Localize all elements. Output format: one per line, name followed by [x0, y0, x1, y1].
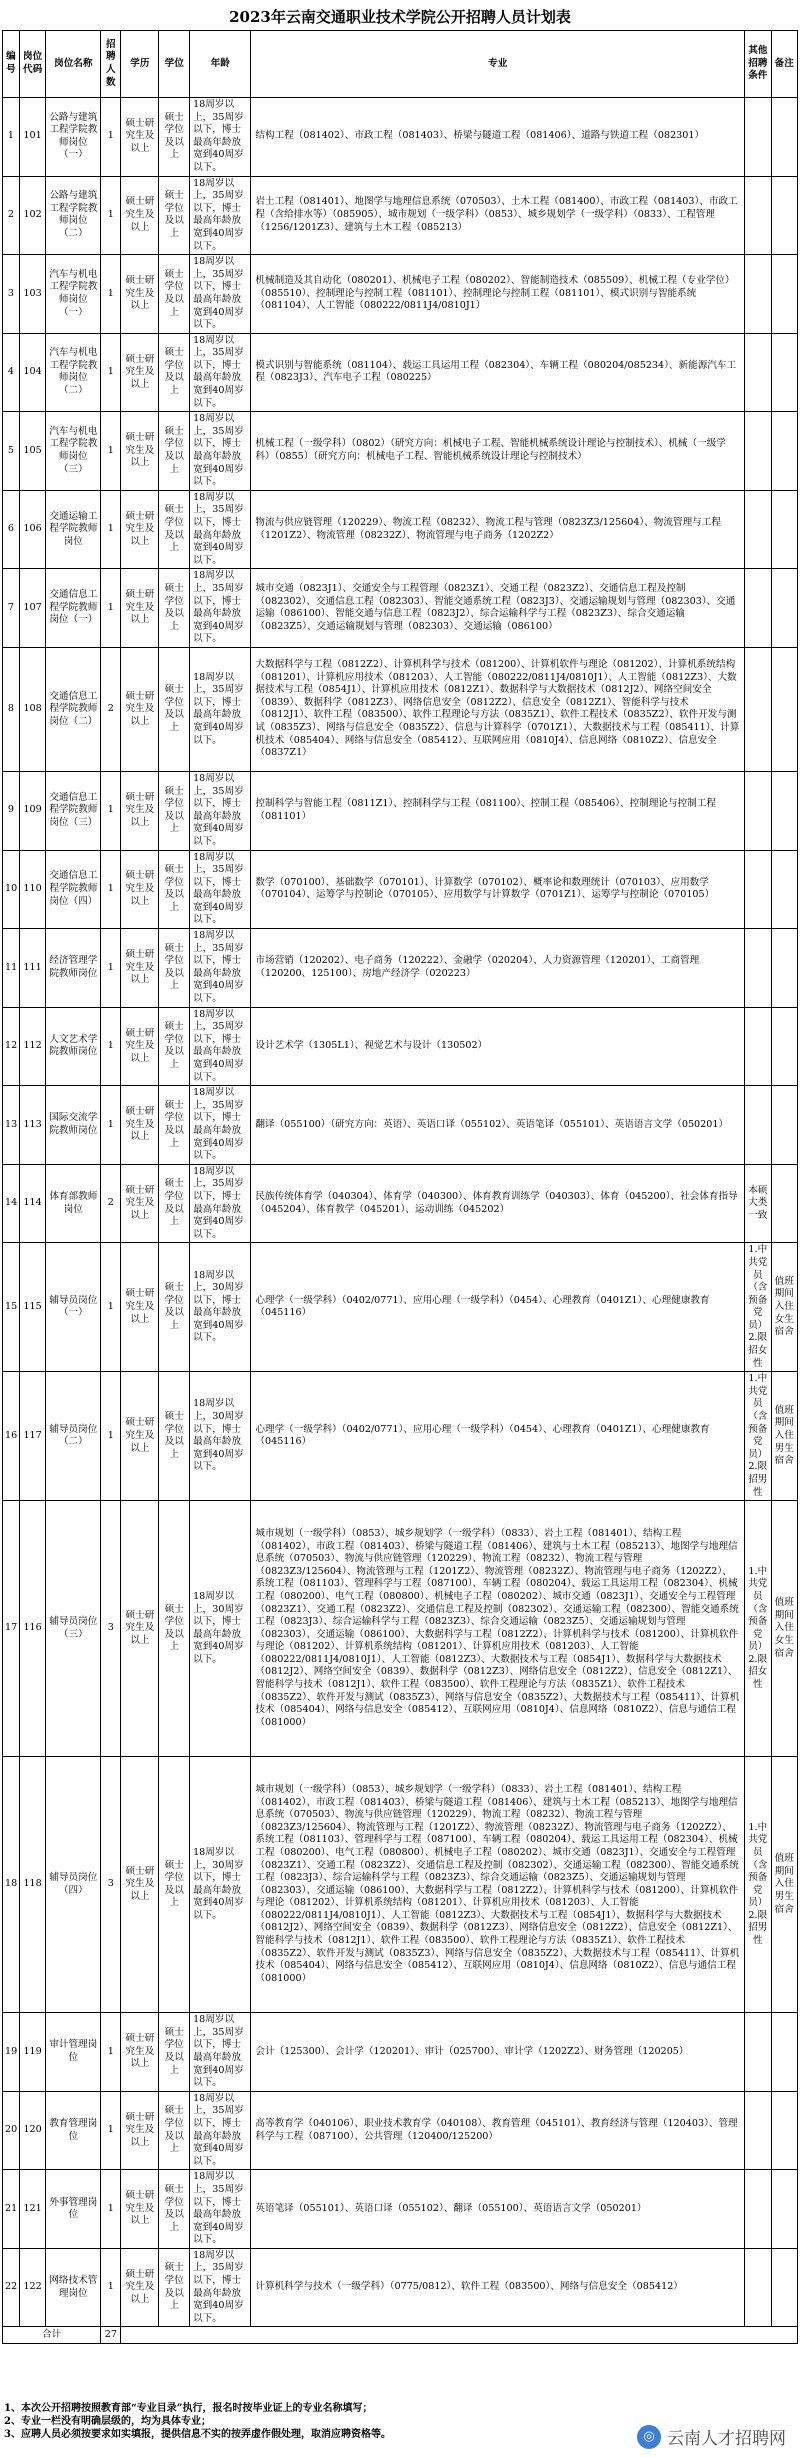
row-other — [745, 412, 771, 491]
row-spec: 机械制造及其自动化（080201）、机械电子工程（080202）、智能制造技术（085509）、机械工程（专业学位）（085510）、控制理论与控制工程（081101）、控制理论与控制工程（081101）、模式识别与智能系统（081104）、人工智能（080222/0811J4/0810J1） — [251, 255, 745, 334]
row-name: 交通信息工程学院教师岗位（四） — [46, 850, 101, 929]
row-num: 11 — [3, 929, 20, 1008]
row-note — [771, 412, 797, 491]
header-degree: 学位 — [159, 31, 190, 98]
row-spec: 高等教育学（040106）、职业技术教育学（040108）、教育管理（045101）、教育经济与管理（120403）、管理科学与工程（087100）、公共管理（120400/125200） — [251, 2091, 745, 2170]
row-degree: 硕士学位及以上 — [159, 771, 190, 850]
row-count: 3 — [101, 1757, 121, 2013]
page-title: 2023年云南交通职业技术学院公开招聘人员计划表 — [229, 8, 571, 26]
row-age: 18周岁以上，35周岁以下，博士最高年龄放宽到40周岁以下。 — [190, 929, 251, 1008]
row-count: 1 — [101, 333, 121, 412]
row-edu: 硕士研究生及以上 — [121, 1372, 159, 1501]
row-age: 18周岁以上，30周岁以下，博士最高年龄放宽到40周岁以下。 — [190, 1372, 251, 1501]
table-row — [3, 1243, 798, 1372]
row-note: 值班期间入住女生宿舍 — [771, 1243, 797, 1372]
row-degree: 硕士学位及以上 — [159, 1007, 190, 1086]
row-count: 2 — [101, 647, 121, 771]
table-row — [3, 1372, 798, 1501]
row-edu: 硕士研究生及以上 — [121, 1243, 159, 1372]
row-age: 18周岁以上，35周岁以下，博士最高年龄放宽到40周岁以下。 — [190, 569, 251, 648]
row-num: 1 — [3, 98, 20, 177]
row-other: 1.中共党员（含预备党员）2.限招男性 — [745, 1757, 771, 2013]
header-count: 招聘人数 — [101, 31, 121, 98]
row-age: 18周岁以上，35周岁以下，博士最高年龄放宽到40周岁以下。 — [190, 2248, 251, 2327]
row-note — [771, 176, 797, 255]
row-num: 12 — [3, 1007, 20, 1086]
row-name: 汽车与机电工程学院教师岗位（二） — [46, 333, 101, 412]
row-count: 1 — [101, 929, 121, 1008]
row-spec: 会计（125300）、会计学（120201）、审计（025700）、审计学（1202Z2）、财务管理（120205） — [251, 2013, 745, 2092]
row-note — [771, 490, 797, 569]
row-degree: 硕士学位及以上 — [159, 412, 190, 491]
table-row — [3, 490, 798, 569]
total-empty — [121, 2327, 798, 2344]
row-note: 值班期间入住女生宿舍 — [771, 1501, 797, 1757]
row-name: 汽车与机电工程学院教师岗位（一） — [46, 255, 101, 334]
row-edu: 硕士研究生及以上 — [121, 255, 159, 334]
row-spec: 计算机科学与技术（一级学科）（0775/0812）、软件工程（083500）、网络与信息安全（085412） — [251, 2248, 745, 2327]
table-row — [3, 647, 798, 771]
row-edu: 硕士研究生及以上 — [121, 569, 159, 648]
row-name: 国际交流学院教师岗位 — [46, 1086, 101, 1165]
row-other — [745, 1007, 771, 1086]
row-age: 18周岁以上，35周岁以下，博士最高年龄放宽到40周岁以下。 — [190, 412, 251, 491]
row-note — [771, 1164, 797, 1243]
row-degree: 硕士学位及以上 — [159, 255, 190, 334]
row-spec: 机械工程（一级学科）（0802）（研究方向：机械电子工程、智能机械系统设计理论与控制技术）、机械（一级学科）（0855）（研究方向：机械电子工程、智能机械系统设计理论与控制技术） — [251, 412, 745, 491]
row-count: 1 — [101, 569, 121, 648]
row-num: 5 — [3, 412, 20, 491]
row-edu: 硕士研究生及以上 — [121, 1007, 159, 1086]
total-label: 合计 — [3, 2327, 101, 2344]
table-row — [3, 2013, 798, 2092]
table-row — [3, 1501, 798, 1757]
row-note: 值班期间入住男生宿舍 — [771, 1372, 797, 1501]
row-code: 114 — [19, 1164, 45, 1243]
row-name: 体育部教师岗位 — [46, 1164, 101, 1243]
row-age: 18周岁以上，35周岁以下，博士最高年龄放宽到40周岁以下。 — [190, 1007, 251, 1086]
row-code: 113 — [19, 1086, 45, 1165]
row-age: 18周岁以上，30周岁以下，博士最高年龄放宽到40周岁以下。 — [190, 1243, 251, 1372]
row-name: 辅导员岗位（一） — [46, 1243, 101, 1372]
row-count: 1 — [101, 176, 121, 255]
row-note — [771, 771, 797, 850]
row-num: 4 — [3, 333, 20, 412]
row-edu: 硕士研究生及以上 — [121, 2091, 159, 2170]
row-code: 109 — [19, 771, 45, 850]
header-name: 岗位名称 — [46, 31, 101, 98]
row-count: 1 — [101, 771, 121, 850]
row-degree: 硕士学位及以上 — [159, 490, 190, 569]
row-name: 交通信息工程学院教师岗位（一） — [46, 569, 101, 648]
row-spec: 模式识别与智能系统（081104）、载运工具运用工程（082304）、车辆工程（080204/085234）、新能源汽车工程（0823J3）、汽车电子工程（080225） — [251, 333, 745, 412]
row-edu: 硕士研究生及以上 — [121, 771, 159, 850]
row-spec: 心理学（一级学科）（0402/0771）、应用心理（一级学科）（0454）、心理教育（0401Z1）、心理健康教育（045116） — [251, 1243, 745, 1372]
row-edu: 硕士研究生及以上 — [121, 1501, 159, 1757]
table-header-row — [3, 31, 798, 98]
row-spec: 岩土工程（081401）、地图学与地理信息系统（070503）、土木工程（081400）、市政工程（081403）、市政工程（含给排水等）（085905）、城市规划（一级学科）（0853）、城乡规划学（一级学科）（0833）、工程管理（1256/1201Z3）、建筑与土木工程（085213） — [251, 176, 745, 255]
row-num: 6 — [3, 490, 20, 569]
row-num: 15 — [3, 1243, 20, 1372]
row-other — [745, 490, 771, 569]
table-row — [3, 255, 798, 334]
table-row — [3, 333, 798, 412]
row-other — [745, 333, 771, 412]
row-count: 1 — [101, 2091, 121, 2170]
note-line: 1、本次公开招聘按照教育部“专业目录”执行，报名时按毕业证上的专业名称填写； — [4, 2403, 373, 2414]
table-row — [3, 771, 798, 850]
row-count: 1 — [101, 1372, 121, 1501]
row-name: 教育管理岗位 — [46, 2091, 101, 2170]
row-age: 18周岁以上，35周岁以下，博士最高年龄放宽到40周岁以下。 — [190, 850, 251, 929]
row-name: 人文艺术学院教师岗位 — [46, 1007, 101, 1086]
row-num: 10 — [3, 850, 20, 929]
row-note — [771, 569, 797, 648]
row-code: 121 — [19, 2170, 45, 2249]
row-age: 18周岁以上，35周岁以下，博士最高年龄放宽到40周岁以下。 — [190, 490, 251, 569]
row-spec: 英语笔译（055101）、英语口译（055102）、翻译（055100）、英语语言文学（050201） — [251, 2170, 745, 2249]
row-edu: 硕士研究生及以上 — [121, 2170, 159, 2249]
note-line: 2、专业一栏没有明确层级的，均为具体专业； — [4, 2416, 211, 2427]
row-count: 1 — [101, 98, 121, 177]
row-age: 18周岁以上，35周岁以下，博士最高年龄放宽到40周岁以下。 — [190, 2170, 251, 2249]
row-num: 16 — [3, 1372, 20, 1501]
table-row — [3, 2170, 798, 2249]
row-count: 1 — [101, 490, 121, 569]
row-spec: 城市规划（一级学科）（0853）、城乡规划学（一级学科）（0833）、岩土工程（081401）、结构工程（081402）、市政工程（081403）、桥梁与隧道工程（081406）、建筑与土木工程（085213）、地图学与地理信息系统（070503）、物流与供应链管理（120229）、物流工程（08232）、物流工程与管理（0823Z3/125604）、物流管理与工程（1201Z2）、物流管理（08232Z）、物流管理与电子商务（1202Z2）、系统工程（081103）、管理科学与工程（087100）、车辆工程（080204）、载运工具运用工程（082304）、机械工程（080200）、电气工程（080800）、机械电子工程（080202）、城市交通（0823J1）、交通安全与工程管理（0823Z1）、交通工程（0823Z2）、交通信息工程及控制（082302）、交通运输工程（082300）、智能交通系统工程（0823J3）、综合运输科学与工程（0823Z3）、综合交通运输（0823Z5）、交通运输规划与管理（082303）、交通运输（086100）、大数据科学与工程（0812Z2）、计算机科学与技术（081200）、计算机软件与理论（081202）、计算机系统结构（081201）、计算机应用技术（081203）、人工智能（080222/0811J4/0810J1）、人工智能（0812Z3）、大数据技术与工程（0854J1）、数据科学与大数据技术（0812J2）、网络空间安全（0839）、数据科学（0812Z3）、网络信息安全（0812Z2）、信息安全（0812Z1）、智能科学与技术（0812J1）、软件工程（083500）、软件工程理论与方法（0835Z1）、软件工程技术（0835Z2）、软件开发与测试（0835Z3）、网络与信息安全（0835Z2）、大数据技术与工程（085411）、计算机技术（085404）、网络与信息安全（085412）、互联网应用（0810J4）、信息网络（0810Z2）、信息与通信工程（081000） — [251, 1757, 745, 2013]
row-degree: 硕士学位及以上 — [159, 850, 190, 929]
table-row — [3, 1007, 798, 1086]
row-num: 7 — [3, 569, 20, 648]
row-name: 公路与建筑工程学院教师岗位（二） — [46, 176, 101, 255]
row-other — [745, 255, 771, 334]
row-code: 107 — [19, 569, 45, 648]
row-name: 经济管理学院教师岗位 — [46, 929, 101, 1008]
row-other — [745, 2248, 771, 2327]
row-note — [771, 2091, 797, 2170]
total-count: 27 — [101, 2327, 121, 2344]
row-name: 外事管理岗位 — [46, 2170, 101, 2249]
table-row — [3, 850, 798, 929]
row-code: 118 — [19, 1757, 45, 2013]
table-row — [3, 929, 798, 1008]
row-code: 112 — [19, 1007, 45, 1086]
row-spec: 市场营销（120202）、电子商务（120222）、金融学（020204）、人力资源管理（120201）、工商管理（120200、125100）、房地产经济学（020223） — [251, 929, 745, 1008]
row-degree: 硕士学位及以上 — [159, 929, 190, 1008]
row-code: 103 — [19, 255, 45, 334]
row-count: 1 — [101, 255, 121, 334]
row-degree: 硕士学位及以上 — [159, 176, 190, 255]
row-name: 汽车与机电工程学院教师岗位（三） — [46, 412, 101, 491]
row-num: 3 — [3, 255, 20, 334]
row-num: 14 — [3, 1164, 20, 1243]
row-num: 17 — [3, 1501, 20, 1757]
row-spec: 设计艺术学（1305L1）、视觉艺术与设计（130502） — [251, 1007, 745, 1086]
row-spec: 控制科学与智能工程（0811Z1）、控制科学与工程（081100）、控制工程（085406）、控制理论与控制工程（081101） — [251, 771, 745, 850]
row-age: 18周岁以上，35周岁以下，博士最高年龄放宽到40周岁以下。 — [190, 1086, 251, 1165]
row-name: 交通信息工程学院教师岗位（二） — [46, 647, 101, 771]
row-spec: 心理学（一级学科）（0402/0771）、应用心理（一级学科）（0454）、心理教育（0401Z1）、心理健康教育（045116） — [251, 1372, 745, 1501]
header-age: 年龄 — [190, 31, 251, 98]
recruitment-table — [2, 30, 798, 2344]
row-degree: 硕士学位及以上 — [159, 1243, 190, 1372]
row-degree: 硕士学位及以上 — [159, 98, 190, 177]
row-other — [745, 2091, 771, 2170]
row-num: 19 — [3, 2013, 20, 2092]
row-degree: 硕士学位及以上 — [159, 2170, 190, 2249]
row-num: 21 — [3, 2170, 20, 2249]
row-edu: 硕士研究生及以上 — [121, 929, 159, 1008]
row-name: 审计管理岗位 — [46, 2013, 101, 2092]
row-num: 8 — [3, 647, 20, 771]
row-code: 119 — [19, 2013, 45, 2092]
row-name: 交通信息工程学院教师岗位（三） — [46, 771, 101, 850]
row-spec: 翻译（055100）（研究方向：英语）、英语口译（055102）、英语笔译（055101）、英语语言文学（050201） — [251, 1086, 745, 1165]
row-other: 本硕大类一致 — [745, 1164, 771, 1243]
row-code: 115 — [19, 1243, 45, 1372]
row-count: 3 — [101, 1501, 121, 1757]
row-age: 18周岁以上，35周岁以下，博士最高年龄放宽到40周岁以下。 — [190, 2091, 251, 2170]
row-code: 104 — [19, 333, 45, 412]
row-age: 18周岁以上，30周岁以下，博士最高年龄放宽到40周岁以下。 — [190, 1757, 251, 2013]
row-other — [745, 647, 771, 771]
row-spec: 城市规划（一级学科）（0853）、城乡规划学（一级学科）（0833）、岩土工程（081401）、结构工程（081402）、市政工程（081403）、桥梁与隧道工程（081406）、建筑与土木工程（085213）、地图学与地理信息系统（070503）、物流与供应链管理（120229）、物流工程（08232）、物流工程与管理（0823Z3/125604）、物流管理与工程（1201Z2）、物流管理（08232Z）、物流管理与电子商务（1202Z2）、系统工程（081103）、管理科学与工程（087100）、车辆工程（080204）、载运工具运用工程（082304）、机械工程（080200）、电气工程（080800）、机械电子工程（080202）、城市交通（0823J1）、交通安全与工程管理（0823Z1）、交通工程（0823Z2）、交通信息工程及控制（082302）、交通运输工程（082300）、智能交通系统工程（0823J3）、综合运输科学与工程（0823Z3）、综合交通运输（0823Z5）、交通运输规划与管理（082303）、交通运输（086100）、大数据科学与工程（0812Z2）、计算机科学与技术（081200）、计算机软件与理论（081202）、计算机系统结构（081201）、计算机应用技术（081203）、人工智能（080222/0811J4/0810J1）、人工智能（0812Z3）、大数据技术与工程（0854J1）、数据科学与大数据技术（0812J2）、网络空间安全（0839）、数据科学（0812Z3）、网络信息安全（0812Z2）、信息安全（0812Z1）、智能科学与技术（0812J1）、软件工程（083500）、软件工程理论与方法（0835Z1）、软件工程技术（0835Z2）、软件开发与测试（0835Z3）、网络与信息安全（0835Z2）、大数据技术与工程（085411）、计算机技术（085404）、网络与信息安全（085412）、互联网应用（0810J4）、信息网络（0810Z2）、信息与通信工程（081000） — [251, 1501, 745, 1757]
row-count: 1 — [101, 2248, 121, 2327]
row-other — [745, 2170, 771, 2249]
row-other: 1.中共党员（含预备党员）2.限招男性 — [745, 1372, 771, 1501]
row-other — [745, 850, 771, 929]
row-note — [771, 98, 797, 177]
table-row — [3, 98, 798, 177]
table-row — [3, 2091, 798, 2170]
table-row — [3, 1164, 798, 1243]
row-degree: 硕士学位及以上 — [159, 2091, 190, 2170]
row-edu: 硕士研究生及以上 — [121, 1164, 159, 1243]
header-edu: 学历 — [121, 31, 159, 98]
row-spec: 物流与供应链管理（120229）、物流工程（08232）、物流工程与管理（0823Z3/125604）、物流管理与工程（1201Z2）、物流管理（08232Z）、物流管理与电子商务（1202Z2） — [251, 490, 745, 569]
row-degree: 硕士学位及以上 — [159, 1372, 190, 1501]
row-edu: 硕士研究生及以上 — [121, 490, 159, 569]
row-edu: 硕士研究生及以上 — [121, 2013, 159, 2092]
row-degree: 硕士学位及以上 — [159, 2248, 190, 2327]
row-other — [745, 929, 771, 1008]
row-age: 18周岁以上，35周岁以下，博士最高年龄放宽到40周岁以下。 — [190, 771, 251, 850]
table-row — [3, 569, 798, 648]
note-line: 3、应聘人员必须按要求如实填报，提供信息不实的按弄虚作假处理，取消应聘资格等。 — [4, 2429, 391, 2440]
row-num: 18 — [3, 1757, 20, 2013]
row-degree: 硕士学位及以上 — [159, 569, 190, 648]
row-spec: 结构工程（081402）、市政工程（081403）、桥梁与隧道工程（081406）、道路与铁道工程（082301） — [251, 98, 745, 177]
row-degree: 硕士学位及以上 — [159, 1086, 190, 1165]
row-note: 值班期间入住男生宿舍 — [771, 1757, 797, 2013]
row-count: 1 — [101, 2170, 121, 2249]
watermark-text: 云南人才招聘网 — [667, 2429, 786, 2449]
row-note — [771, 255, 797, 334]
row-degree: 硕士学位及以上 — [159, 647, 190, 771]
row-note — [771, 2013, 797, 2092]
row-count: 1 — [101, 1007, 121, 1086]
row-edu: 硕士研究生及以上 — [121, 176, 159, 255]
row-note — [771, 1086, 797, 1165]
row-count: 1 — [101, 850, 121, 929]
row-note — [771, 850, 797, 929]
row-edu: 硕士研究生及以上 — [121, 647, 159, 771]
row-degree: 硕士学位及以上 — [159, 333, 190, 412]
row-other — [745, 1086, 771, 1165]
row-other — [745, 569, 771, 648]
row-num: 22 — [3, 2248, 20, 2327]
table-row — [3, 176, 798, 255]
row-code: 108 — [19, 647, 45, 771]
row-name: 网络技术管理岗位 — [46, 2248, 101, 2327]
row-name: 辅导员岗位（三） — [46, 1501, 101, 1757]
row-age: 18周岁以上，35周岁以下，博士最高年龄放宽到40周岁以下。 — [190, 333, 251, 412]
row-other: 1.中共党员（含预备党员）2.限招女性 — [745, 1243, 771, 1372]
header-other: 其他招聘条件 — [745, 31, 771, 98]
row-note — [771, 2248, 797, 2327]
row-spec: 民族传统体育学（040304）、体育学（040300）、体育教育训练学（040303）、体育（045200）、社会体育指导（045204）、体育教学（045201）、运动训练（045202） — [251, 1164, 745, 1243]
row-spec: 城市交通（0823J1）、交通安全与工程管理（0823Z1）、交通工程（0823Z2）、交通信息工程及控制（082302）、交通信息工程（082303）、智能交通系统工程（0823J3）、交通运输规划与管理（082303）、交通运输（086100）、智能交通与信息工程（0823J2）、综合运输科学与工程（0823Z3）、综合交通运输（0823Z5）、交通运输规划与管理（082303）、交通运输（086100） — [251, 569, 745, 648]
row-age: 18周岁以上，35周岁以下，博士最高年龄放宽到40周岁以下。 — [190, 2013, 251, 2092]
row-note — [771, 2170, 797, 2249]
row-note — [771, 1007, 797, 1086]
row-code: 110 — [19, 850, 45, 929]
table-row — [3, 412, 798, 491]
row-count: 2 — [101, 1164, 121, 1243]
row-degree: 硕士学位及以上 — [159, 1501, 190, 1757]
row-code: 111 — [19, 929, 45, 1008]
row-age: 18周岁以上，35周岁以下，博士最高年龄放宽到40周岁以下。 — [190, 98, 251, 177]
row-edu: 硕士研究生及以上 — [121, 1757, 159, 2013]
row-age: 18周岁以上，35周岁以下，博士最高年龄放宽到40周岁以下。 — [190, 176, 251, 255]
watermark — [631, 2422, 792, 2451]
row-note — [771, 647, 797, 771]
row-name: 交通运输工程学院教师岗位 — [46, 490, 101, 569]
table-row — [3, 2248, 798, 2327]
header-note: 备注 — [771, 31, 797, 98]
row-age: 18周岁以上，35周岁以下，博士最高年龄放宽到40周岁以下。 — [190, 255, 251, 334]
header-spec: 专业 — [251, 31, 745, 98]
row-count: 1 — [101, 1086, 121, 1165]
row-name: 辅导员岗位（四） — [46, 1757, 101, 2013]
row-degree: 硕士学位及以上 — [159, 1757, 190, 2013]
row-count: 1 — [101, 1243, 121, 1372]
row-edu: 硕士研究生及以上 — [121, 850, 159, 929]
row-code: 117 — [19, 1372, 45, 1501]
row-spec: 数学（070100）、基础数学（070101）、计算数学（070102）、概率论和数理统计（070103）、应用数学（070104）、运筹学与控制论（070105）、应用数学与计算数学（0701Z1）、运筹学与控制论（070105） — [251, 850, 745, 929]
row-other — [745, 2013, 771, 2092]
row-num: 20 — [3, 2091, 20, 2170]
row-other — [745, 771, 771, 850]
row-spec: 大数据科学与工程（0812Z2）、计算机科学与技术（081200）、计算机软件与理论（081202）、计算机系统结构（081201）、计算机应用技术（081203）、人工智能（080222/0811J4/0810J1）、人工智能（0812Z3）、大数据技术与工程（0854J1）、计算机应用技术（0812Z1）、数据科学与大数据技术（0812J2）、网络空间安全（0839）、数据科学（0812Z3）、网络信息安全（0812Z2）、信息安全（0812Z1）、智能科学与技术（0812J1）、软件工程（083500）、软件工程理论与方法（0835Z1）、软件工程技术（0835Z2）、软件开发与测试（0835Z3）、网络与信息安全（0835Z2）、信息与计算科学（0701Z1）、大数据技术与工程（085411）、计算机技术（085404）、网络与信息安全（085412）、互联网应用（0810J4）、信息网络（0810Z2）、信息安全（0837Z1） — [251, 647, 745, 771]
row-name: 辅导员岗位（二） — [46, 1372, 101, 1501]
row-edu: 硕士研究生及以上 — [121, 2248, 159, 2327]
table-row — [3, 1757, 798, 2013]
row-note — [771, 333, 797, 412]
row-edu: 硕士研究生及以上 — [121, 98, 159, 177]
row-degree: 硕士学位及以上 — [159, 1164, 190, 1243]
header-code: 岗位代码 — [19, 31, 45, 98]
row-num: 9 — [3, 771, 20, 850]
row-name: 公路与建筑工程学院教师岗位（一） — [46, 98, 101, 177]
row-code: 105 — [19, 412, 45, 491]
row-other — [745, 176, 771, 255]
row-age: 18周岁以上，35周岁以下，博士最高年龄放宽到40周岁以下。 — [190, 647, 251, 771]
row-code: 116 — [19, 1501, 45, 1757]
wechat-logo-icon: ◎ — [637, 2425, 661, 2449]
row-code: 120 — [19, 2091, 45, 2170]
row-count: 1 — [101, 2013, 121, 2092]
row-edu: 硕士研究生及以上 — [121, 1086, 159, 1165]
row-code: 122 — [19, 2248, 45, 2327]
row-other: 1.中共党员（含预备党员）2.限招女性 — [745, 1501, 771, 1757]
row-count: 1 — [101, 412, 121, 491]
table-row — [3, 1086, 798, 1165]
row-age: 18周岁以上，30周岁以下，博士最高年龄放宽到40周岁以下。 — [190, 1501, 251, 1757]
row-num: 13 — [3, 1086, 20, 1165]
row-edu: 硕士研究生及以上 — [121, 333, 159, 412]
row-code: 106 — [19, 490, 45, 569]
row-degree: 硕士学位及以上 — [159, 2013, 190, 2092]
row-edu: 硕士研究生及以上 — [121, 412, 159, 491]
row-code: 102 — [19, 176, 45, 255]
row-num: 2 — [3, 176, 20, 255]
row-note — [771, 929, 797, 1008]
row-code: 101 — [19, 98, 45, 177]
row-other — [745, 98, 771, 177]
header-num: 编号 — [3, 31, 20, 98]
row-age: 18周岁以上，35周岁以下，博士最高年龄放宽到40周岁以下。 — [190, 1164, 251, 1243]
total-row — [3, 2327, 798, 2344]
